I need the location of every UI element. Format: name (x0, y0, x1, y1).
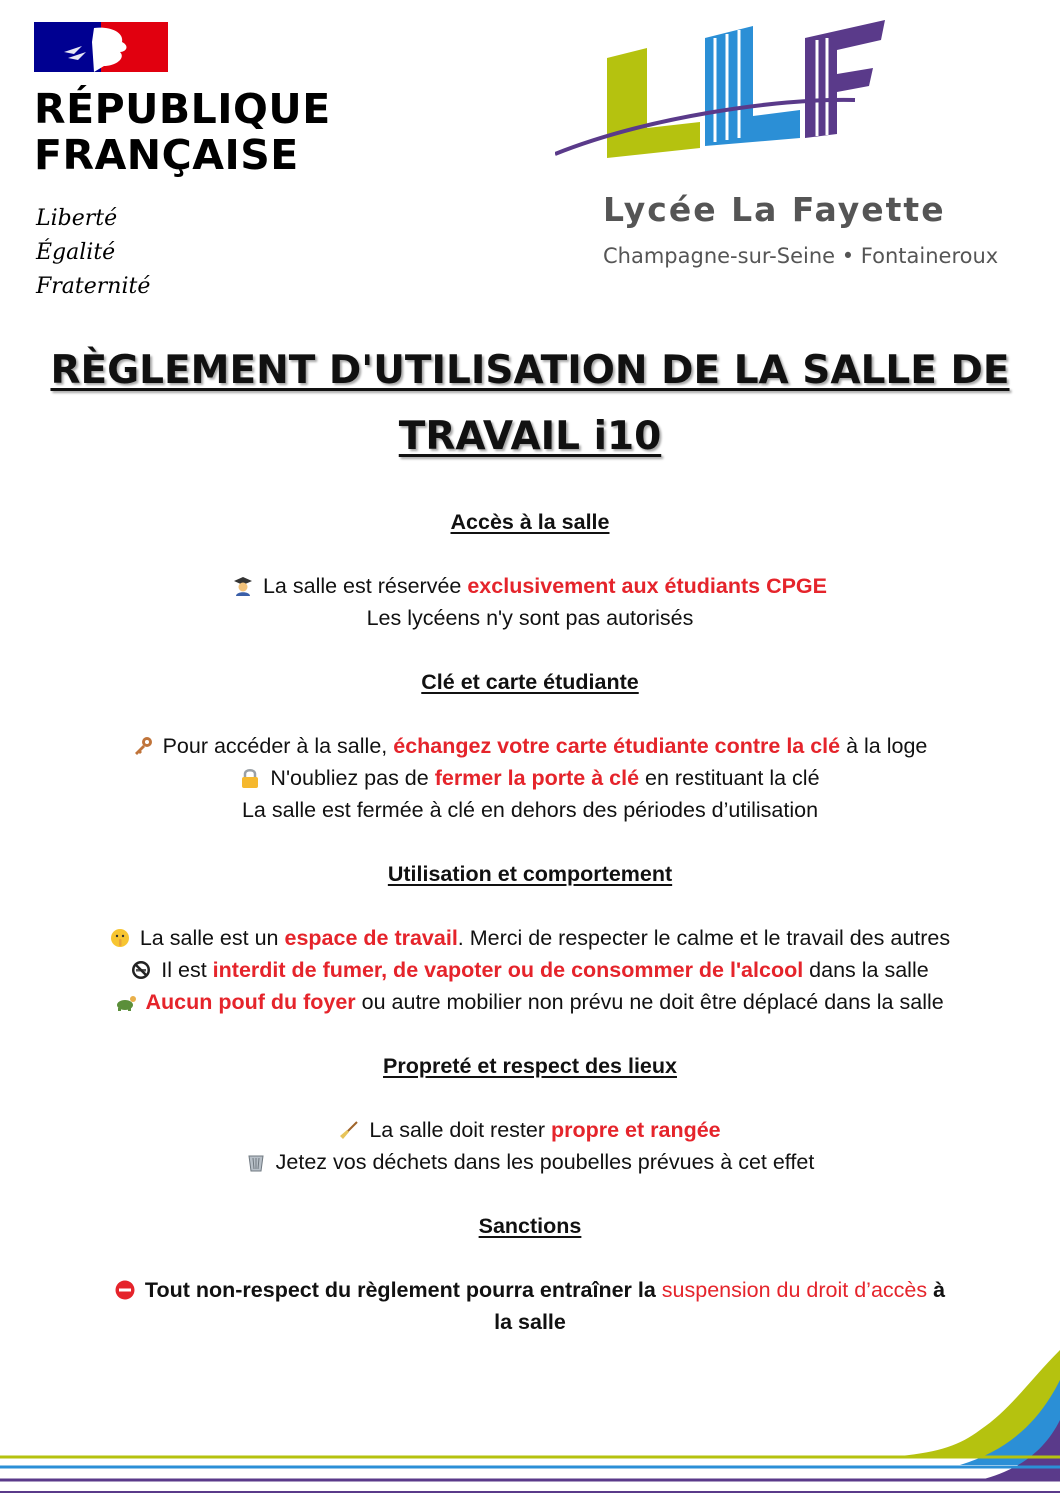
section-heading-utilisation: Utilisation et comportement (387, 862, 673, 886)
republique-title: RÉPUBLIQUE FRANÇAISE (34, 85, 331, 179)
rule-acces-2: Les lycéens n'y sont pas autorisés (366, 606, 694, 630)
rule-cle-3: La salle est fermée à clé en dehors des périodes d’utilisation (241, 798, 819, 822)
lycee-name: Lycée La Fayette (603, 190, 946, 229)
section-heading-cle: Clé et carte étudiante (421, 670, 639, 694)
key-icon (133, 736, 153, 756)
rule-utilisation-3: Aucun pouf du foyer ou autre mobilier non prévu ne doit être déplacé dans la salle (30, 986, 1030, 1018)
rule-sanctions-2: la salle (494, 1310, 566, 1334)
section-heading-sanctions: Sanctions (478, 1214, 582, 1238)
rule-utilisation-1: La salle est un espace de travail. Merci de respecter le calme et le travail des autres (30, 922, 1030, 954)
rule-cle-2: N'oubliez pas de fermer la porte à clé en restituant la clé (30, 762, 1030, 794)
page-title (20, 338, 1040, 470)
rule-proprete-1: La salle doit rester propre et rangée (30, 1114, 1030, 1146)
republique-motto: Liberté Égalité Fraternité (36, 206, 151, 299)
no-smoking-icon (131, 960, 151, 980)
wastebasket-icon (246, 1152, 266, 1172)
page-title-line-1: RÈGLEMENT D'UTILISATION DE LA SALLE DE (50, 348, 1010, 393)
student-icon (233, 576, 253, 596)
rules-content (30, 506, 1030, 1338)
rule-acces-1: La salle est réservée exclusivement aux étudiants CPGE (30, 570, 1030, 602)
broom-icon (339, 1120, 359, 1140)
footer-decoration (0, 1340, 1060, 1500)
lock-icon (240, 768, 260, 788)
section-heading-acces: Accès à la salle (450, 510, 610, 534)
turtle-icon (116, 992, 136, 1012)
republique-francaise-logo (34, 22, 364, 302)
section-heading-proprete: Propreté et respect des lieux (383, 1054, 677, 1078)
rule-utilisation-2: Il est interdit de fumer, de vapoter ou de consommer de l'alcool dans la salle (30, 954, 1030, 986)
shush-icon (110, 928, 130, 948)
no-entry-icon (115, 1280, 135, 1300)
marianne-flag-icon (34, 22, 168, 72)
lycee-subtitle: Champagne-sur-Seine • Fontaineroux (603, 244, 999, 268)
rule-cle-1: Pour accéder à la salle, échangez votre carte étudiante contre la clé à la loge (30, 730, 1030, 762)
rule-proprete-2: Jetez vos déchets dans les poubelles prévues à cet effet (30, 1146, 1030, 1178)
lycee-logo (555, 18, 1035, 278)
rule-sanctions-1: Tout non-respect du règlement pourra entraîner la suspension du droit d’accès à (30, 1274, 1030, 1306)
page-title-line-2: TRAVAIL i10 (398, 414, 662, 459)
lycee-logo-graphic-icon (555, 18, 895, 168)
